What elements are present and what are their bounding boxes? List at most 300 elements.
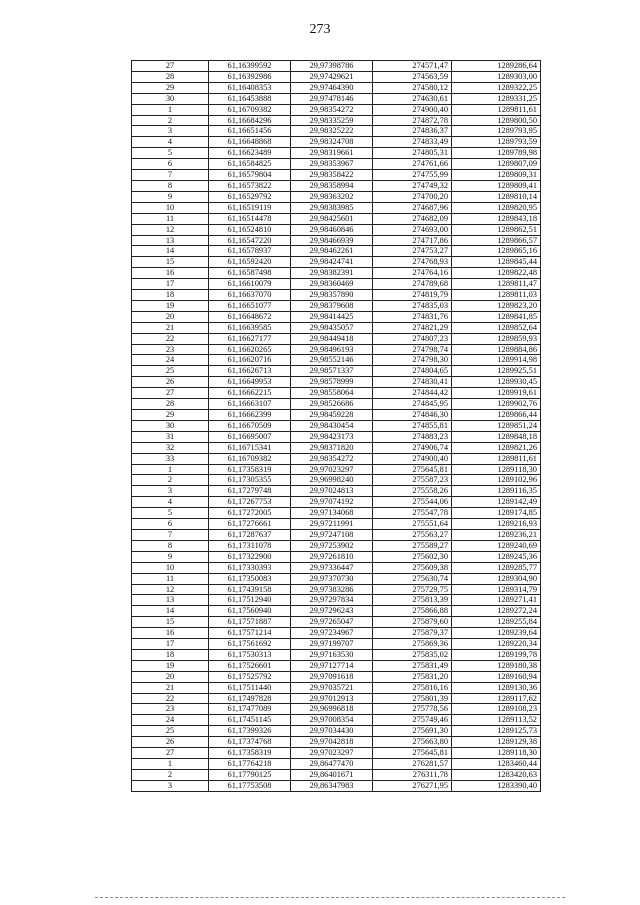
table-row: [132, 431, 541, 442]
longitude-cell: 29,98552146: [291, 355, 373, 366]
y-coordinate-cell: 1289199,78: [452, 649, 541, 660]
latitude-cell: 61,16623489: [209, 148, 291, 159]
y-coordinate-cell: 1289843,18: [452, 213, 541, 224]
latitude-cell: 61,16547220: [209, 235, 291, 246]
x-coordinate-cell: 276311,78: [373, 769, 452, 780]
y-coordinate-cell: 1289800,50: [452, 115, 541, 126]
latitude-cell: 61,16519119: [209, 202, 291, 213]
point-number-cell: 2: [132, 115, 209, 126]
longitude-cell: 29,98459228: [291, 410, 373, 421]
point-number-cell: 28: [132, 399, 209, 410]
table-row: [132, 748, 541, 759]
x-coordinate-cell: 274761,66: [373, 159, 452, 170]
x-coordinate-cell: 274580,12: [373, 82, 452, 93]
latitude-cell: 61,16626713: [209, 366, 291, 377]
longitude-cell: 29,98414425: [291, 311, 373, 322]
point-number-cell: 25: [132, 366, 209, 377]
table-row: [132, 715, 541, 726]
coordinates-table: [131, 60, 541, 792]
latitude-cell: 61,17439158: [209, 584, 291, 595]
latitude-cell: 61,16695007: [209, 431, 291, 442]
latitude-cell: 61,17350083: [209, 573, 291, 584]
y-coordinate-cell: 1289809,41: [452, 180, 541, 191]
y-coordinate-cell: 1289793,59: [452, 137, 541, 148]
latitude-cell: 61,16663107: [209, 399, 291, 410]
x-coordinate-cell: 274883,23: [373, 431, 452, 442]
x-coordinate-cell: 274571,47: [373, 61, 452, 72]
x-coordinate-cell: 275831,20: [373, 671, 452, 682]
x-coordinate-cell: 275866,88: [373, 606, 452, 617]
y-coordinate-cell: 1289239,64: [452, 628, 541, 639]
longitude-cell: 29,98379608: [291, 300, 373, 311]
table-row: [132, 660, 541, 671]
point-number-cell: 5: [132, 148, 209, 159]
point-number-cell: 5: [132, 508, 209, 519]
y-coordinate-cell: 1289303,00: [452, 71, 541, 82]
latitude-cell: 61,16579804: [209, 170, 291, 181]
table-row: [132, 355, 541, 366]
table-row: [132, 551, 541, 562]
table-row: [132, 410, 541, 421]
point-number-cell: 31: [132, 431, 209, 442]
longitude-cell: 29,98460846: [291, 224, 373, 235]
y-coordinate-cell: 1289142,49: [452, 497, 541, 508]
point-number-cell: 15: [132, 617, 209, 628]
longitude-cell: 29,97163530: [291, 649, 373, 660]
table-row: [132, 159, 541, 170]
latitude-cell: 61,17525792: [209, 671, 291, 682]
x-coordinate-cell: 275551,64: [373, 519, 452, 530]
latitude-cell: 61,16649953: [209, 377, 291, 388]
y-coordinate-cell: 1289822,48: [452, 268, 541, 279]
coordinates-table-body: [132, 61, 541, 792]
longitude-cell: 29,98383985: [291, 202, 373, 213]
point-number-cell: 7: [132, 170, 209, 181]
latitude-cell: 61,16709382: [209, 104, 291, 115]
y-coordinate-cell: 1289130,36: [452, 682, 541, 693]
latitude-cell: 61,16592420: [209, 257, 291, 268]
x-coordinate-cell: 274833,49: [373, 137, 452, 148]
point-number-cell: 24: [132, 355, 209, 366]
point-number-cell: 14: [132, 246, 209, 257]
x-coordinate-cell: 274836,37: [373, 126, 452, 137]
y-coordinate-cell: 1289848,18: [452, 431, 541, 442]
y-coordinate-cell: 1289811,47: [452, 279, 541, 290]
latitude-cell: 61,17305355: [209, 475, 291, 486]
y-coordinate-cell: 1289884,86: [452, 344, 541, 355]
longitude-cell: 29,86401671: [291, 769, 373, 780]
longitude-cell: 29,97464390: [291, 82, 373, 93]
longitude-cell: 29,98435057: [291, 322, 373, 333]
longitude-cell: 29,97211991: [291, 519, 373, 530]
table-row: [132, 137, 541, 148]
table-row: [132, 61, 541, 72]
x-coordinate-cell: 274900,40: [373, 104, 452, 115]
x-coordinate-cell: 275558,26: [373, 486, 452, 497]
latitude-cell: 61,17272005: [209, 508, 291, 519]
y-coordinate-cell: 1289216,93: [452, 519, 541, 530]
longitude-cell: 29,97383286: [291, 584, 373, 595]
point-number-cell: 26: [132, 377, 209, 388]
point-number-cell: 9: [132, 191, 209, 202]
latitude-cell: 61,16715341: [209, 442, 291, 453]
y-coordinate-cell: 1289793,95: [452, 126, 541, 137]
x-coordinate-cell: 275609,38: [373, 562, 452, 573]
x-coordinate-cell: 275663,80: [373, 737, 452, 748]
table-row: [132, 420, 541, 431]
longitude-cell: 29,98354272: [291, 104, 373, 115]
x-coordinate-cell: 275879,60: [373, 617, 452, 628]
point-number-cell: 15: [132, 257, 209, 268]
latitude-cell: 61,16514478: [209, 213, 291, 224]
x-coordinate-cell: 274700,20: [373, 191, 452, 202]
y-coordinate-cell: 1289116,35: [452, 486, 541, 497]
point-number-cell: 1: [132, 759, 209, 770]
longitude-cell: 29,97429621: [291, 71, 373, 82]
x-coordinate-cell: 275630,74: [373, 573, 452, 584]
x-coordinate-cell: 274872,78: [373, 115, 452, 126]
latitude-cell: 61,16587498: [209, 268, 291, 279]
point-number-cell: 23: [132, 704, 209, 715]
longitude-cell: 29,98423173: [291, 431, 373, 442]
x-coordinate-cell: 275778,56: [373, 704, 452, 715]
table-row: [132, 148, 541, 159]
table-row: [132, 671, 541, 682]
x-coordinate-cell: 274835,03: [373, 300, 452, 311]
latitude-cell: 61,16639585: [209, 322, 291, 333]
table-row: [132, 344, 541, 355]
longitude-cell: 29,98449418: [291, 333, 373, 344]
longitude-cell: 29,97024813: [291, 486, 373, 497]
longitude-cell: 29,97265047: [291, 617, 373, 628]
table-row: [132, 311, 541, 322]
point-number-cell: 7: [132, 529, 209, 540]
x-coordinate-cell: 275563,27: [373, 529, 452, 540]
longitude-cell: 29,98335259: [291, 115, 373, 126]
point-number-cell: 29: [132, 82, 209, 93]
y-coordinate-cell: 1289852,64: [452, 322, 541, 333]
y-coordinate-cell: 1289810,14: [452, 191, 541, 202]
y-coordinate-cell: 1289820,95: [452, 202, 541, 213]
latitude-cell: 61,16670509: [209, 420, 291, 431]
table-row: [132, 508, 541, 519]
x-coordinate-cell: 274906,74: [373, 442, 452, 453]
y-coordinate-cell: 1289859,93: [452, 333, 541, 344]
longitude-cell: 29,97253902: [291, 540, 373, 551]
point-number-cell: 13: [132, 235, 209, 246]
y-coordinate-cell: 1289304,90: [452, 573, 541, 584]
x-coordinate-cell: 274749,32: [373, 180, 452, 191]
y-coordinate-cell: 1289314,79: [452, 584, 541, 595]
y-coordinate-cell: 1289807,09: [452, 159, 541, 170]
table-row: [132, 202, 541, 213]
latitude-cell: 61,16651456: [209, 126, 291, 137]
point-number-cell: 10: [132, 562, 209, 573]
longitude-cell: 29,98526686: [291, 399, 373, 410]
table-row: [132, 333, 541, 344]
longitude-cell: 29,86347983: [291, 780, 373, 791]
point-number-cell: 16: [132, 268, 209, 279]
point-number-cell: 9: [132, 551, 209, 562]
y-coordinate-cell: 1289255,84: [452, 617, 541, 628]
table-row: [132, 693, 541, 704]
latitude-cell: 61,17267753: [209, 497, 291, 508]
point-number-cell: 2: [132, 769, 209, 780]
latitude-cell: 61,16709382: [209, 453, 291, 464]
latitude-cell: 61,17330393: [209, 562, 291, 573]
x-coordinate-cell: 275547,78: [373, 508, 452, 519]
latitude-cell: 61,17358319: [209, 464, 291, 475]
table-row: [132, 475, 541, 486]
y-coordinate-cell: 1289845,44: [452, 257, 541, 268]
longitude-cell: 29,98319661: [291, 148, 373, 159]
x-coordinate-cell: 276281,57: [373, 759, 452, 770]
table-row: [132, 170, 541, 181]
y-coordinate-cell: 1289286,64: [452, 61, 541, 72]
table-row: [132, 115, 541, 126]
latitude-cell: 61,17753508: [209, 780, 291, 791]
longitude-cell: 29,98571337: [291, 366, 373, 377]
point-number-cell: 14: [132, 606, 209, 617]
point-number-cell: 4: [132, 497, 209, 508]
point-number-cell: 18: [132, 290, 209, 301]
latitude-cell: 61,17287637: [209, 529, 291, 540]
table-row: [132, 649, 541, 660]
longitude-cell: 29,97035721: [291, 682, 373, 693]
y-coordinate-cell: 1289811,61: [452, 453, 541, 464]
longitude-cell: 29,97336447: [291, 562, 373, 573]
y-coordinate-cell: 1289821,26: [452, 442, 541, 453]
longitude-cell: 29,98578999: [291, 377, 373, 388]
y-coordinate-cell: 1289117,62: [452, 693, 541, 704]
y-coordinate-cell: 1289102,96: [452, 475, 541, 486]
table-row: [132, 180, 541, 191]
y-coordinate-cell: 1289331,25: [452, 93, 541, 104]
y-coordinate-cell: 1289245,36: [452, 551, 541, 562]
point-number-cell: 13: [132, 595, 209, 606]
table-row: [132, 573, 541, 584]
x-coordinate-cell: 276271,95: [373, 780, 452, 791]
y-coordinate-cell: 1289811,61: [452, 104, 541, 115]
table-row: [132, 759, 541, 770]
table-row: [132, 726, 541, 737]
longitude-cell: 29,97478146: [291, 93, 373, 104]
longitude-cell: 29,97297834: [291, 595, 373, 606]
latitude-cell: 61,16578937: [209, 246, 291, 257]
x-coordinate-cell: 274831,76: [373, 311, 452, 322]
latitude-cell: 61,17279748: [209, 486, 291, 497]
y-coordinate-cell: 1289862,51: [452, 224, 541, 235]
latitude-cell: 61,17497828: [209, 693, 291, 704]
x-coordinate-cell: 275645,81: [373, 748, 452, 759]
point-number-cell: 21: [132, 682, 209, 693]
latitude-cell: 61,16648868: [209, 137, 291, 148]
point-number-cell: 17: [132, 639, 209, 650]
longitude-cell: 29,97091618: [291, 671, 373, 682]
table-row: [132, 682, 541, 693]
latitude-cell: 61,17374768: [209, 737, 291, 748]
y-coordinate-cell: 1289919,61: [452, 388, 541, 399]
x-coordinate-cell: 275645,81: [373, 464, 452, 475]
x-coordinate-cell: 274717,86: [373, 235, 452, 246]
point-number-cell: 30: [132, 93, 209, 104]
y-coordinate-cell: 1289851,24: [452, 420, 541, 431]
point-number-cell: 11: [132, 573, 209, 584]
y-coordinate-cell: 1283460,44: [452, 759, 541, 770]
longitude-cell: 29,98360469: [291, 279, 373, 290]
y-coordinate-cell: 1289113,52: [452, 715, 541, 726]
point-number-cell: 2: [132, 475, 209, 486]
table-row: [132, 737, 541, 748]
table-row: [132, 268, 541, 279]
x-coordinate-cell: 274768,93: [373, 257, 452, 268]
point-number-cell: 22: [132, 693, 209, 704]
latitude-cell: 61,17526601: [209, 660, 291, 671]
table-row: [132, 82, 541, 93]
point-number-cell: 29: [132, 410, 209, 421]
y-coordinate-cell: 1289271,41: [452, 595, 541, 606]
y-coordinate-cell: 1289236,21: [452, 529, 541, 540]
x-coordinate-cell: 274789,68: [373, 279, 452, 290]
y-coordinate-cell: 1289118,30: [452, 748, 541, 759]
latitude-cell: 61,16684296: [209, 115, 291, 126]
latitude-cell: 61,17322900: [209, 551, 291, 562]
table-row: [132, 519, 541, 530]
latitude-cell: 61,16408353: [209, 82, 291, 93]
longitude-cell: 29,98358422: [291, 170, 373, 181]
longitude-cell: 29,97012913: [291, 693, 373, 704]
longitude-cell: 29,97074192: [291, 497, 373, 508]
x-coordinate-cell: 275869,36: [373, 639, 452, 650]
table-row: [132, 213, 541, 224]
longitude-cell: 29,97199707: [291, 639, 373, 650]
table-row: [132, 442, 541, 453]
point-number-cell: 26: [132, 737, 209, 748]
x-coordinate-cell: 274693,00: [373, 224, 452, 235]
table-row: [132, 497, 541, 508]
table-row: [132, 540, 541, 551]
x-coordinate-cell: 274798,30: [373, 355, 452, 366]
table-row: [132, 562, 541, 573]
y-coordinate-cell: 1289129,38: [452, 737, 541, 748]
y-coordinate-cell: 1289160,94: [452, 671, 541, 682]
table-row: [132, 300, 541, 311]
latitude-cell: 61,17451145: [209, 715, 291, 726]
latitude-cell: 61,17358319: [209, 748, 291, 759]
page-number: 273: [309, 22, 331, 37]
longitude-cell: 29,98353967: [291, 159, 373, 170]
point-number-cell: 12: [132, 584, 209, 595]
longitude-cell: 29,97034430: [291, 726, 373, 737]
x-coordinate-cell: 274819,79: [373, 290, 452, 301]
x-coordinate-cell: 274798,74: [373, 344, 452, 355]
latitude-cell: 61,17512940: [209, 595, 291, 606]
longitude-cell: 29,98462261: [291, 246, 373, 257]
latitude-cell: 61,16524810: [209, 224, 291, 235]
latitude-cell: 61,17511440: [209, 682, 291, 693]
point-number-cell: 22: [132, 333, 209, 344]
point-number-cell: 19: [132, 660, 209, 671]
point-number-cell: 6: [132, 159, 209, 170]
x-coordinate-cell: 274753,27: [373, 246, 452, 257]
y-coordinate-cell: 1289322,25: [452, 82, 541, 93]
table-row: [132, 366, 541, 377]
y-coordinate-cell: 1289125,73: [452, 726, 541, 737]
table-row: [132, 279, 541, 290]
x-coordinate-cell: 274682,09: [373, 213, 452, 224]
point-number-cell: 27: [132, 61, 209, 72]
point-number-cell: 1: [132, 464, 209, 475]
y-coordinate-cell: 1289240,69: [452, 540, 541, 551]
point-number-cell: 18: [132, 649, 209, 660]
latitude-cell: 61,16648672: [209, 311, 291, 322]
point-number-cell: 25: [132, 726, 209, 737]
point-number-cell: 1: [132, 104, 209, 115]
longitude-cell: 29,97023297: [291, 748, 373, 759]
x-coordinate-cell: 274855,81: [373, 420, 452, 431]
latitude-cell: 61,16620716: [209, 355, 291, 366]
bottom-rule: [95, 897, 565, 898]
point-number-cell: 33: [132, 453, 209, 464]
table-row: [132, 322, 541, 333]
x-coordinate-cell: 275801,39: [373, 693, 452, 704]
longitude-cell: 29,98354272: [291, 453, 373, 464]
y-coordinate-cell: 1289902,76: [452, 399, 541, 410]
longitude-cell: 29,98358994: [291, 180, 373, 191]
longitude-cell: 29,97296243: [291, 606, 373, 617]
y-coordinate-cell: 1289272,24: [452, 606, 541, 617]
longitude-cell: 29,97247108: [291, 529, 373, 540]
y-coordinate-cell: 1289841,85: [452, 311, 541, 322]
point-number-cell: 12: [132, 224, 209, 235]
latitude-cell: 61,16610079: [209, 279, 291, 290]
longitude-cell: 29,98325222: [291, 126, 373, 137]
x-coordinate-cell: 274830,41: [373, 377, 452, 388]
table-row: [132, 584, 541, 595]
longitude-cell: 29,98324708: [291, 137, 373, 148]
point-number-cell: 24: [132, 715, 209, 726]
latitude-cell: 61,16620265: [209, 344, 291, 355]
table-row: [132, 529, 541, 540]
longitude-cell: 29,97023297: [291, 464, 373, 475]
latitude-cell: 61,17399326: [209, 726, 291, 737]
latitude-cell: 61,17571887: [209, 617, 291, 628]
point-number-cell: 16: [132, 628, 209, 639]
longitude-cell: 29,86477470: [291, 759, 373, 770]
x-coordinate-cell: 275813,39: [373, 595, 452, 606]
latitude-cell: 61,16392986: [209, 71, 291, 82]
longitude-cell: 29,98430454: [291, 420, 373, 431]
point-number-cell: 20: [132, 671, 209, 682]
point-number-cell: 3: [132, 126, 209, 137]
point-number-cell: 20: [132, 311, 209, 322]
point-number-cell: 23: [132, 344, 209, 355]
x-coordinate-cell: 274687,96: [373, 202, 452, 213]
y-coordinate-cell: 1289174,85: [452, 508, 541, 519]
table-row: [132, 628, 541, 639]
latitude-cell: 61,17276661: [209, 519, 291, 530]
x-coordinate-cell: 274764,16: [373, 268, 452, 279]
longitude-cell: 29,97008354: [291, 715, 373, 726]
table-row: [132, 399, 541, 410]
table-row: [132, 235, 541, 246]
point-number-cell: 32: [132, 442, 209, 453]
x-coordinate-cell: 274563,59: [373, 71, 452, 82]
point-number-cell: 21: [132, 322, 209, 333]
table-row: [132, 71, 541, 82]
latitude-cell: 61,17311078: [209, 540, 291, 551]
point-number-cell: 10: [132, 202, 209, 213]
